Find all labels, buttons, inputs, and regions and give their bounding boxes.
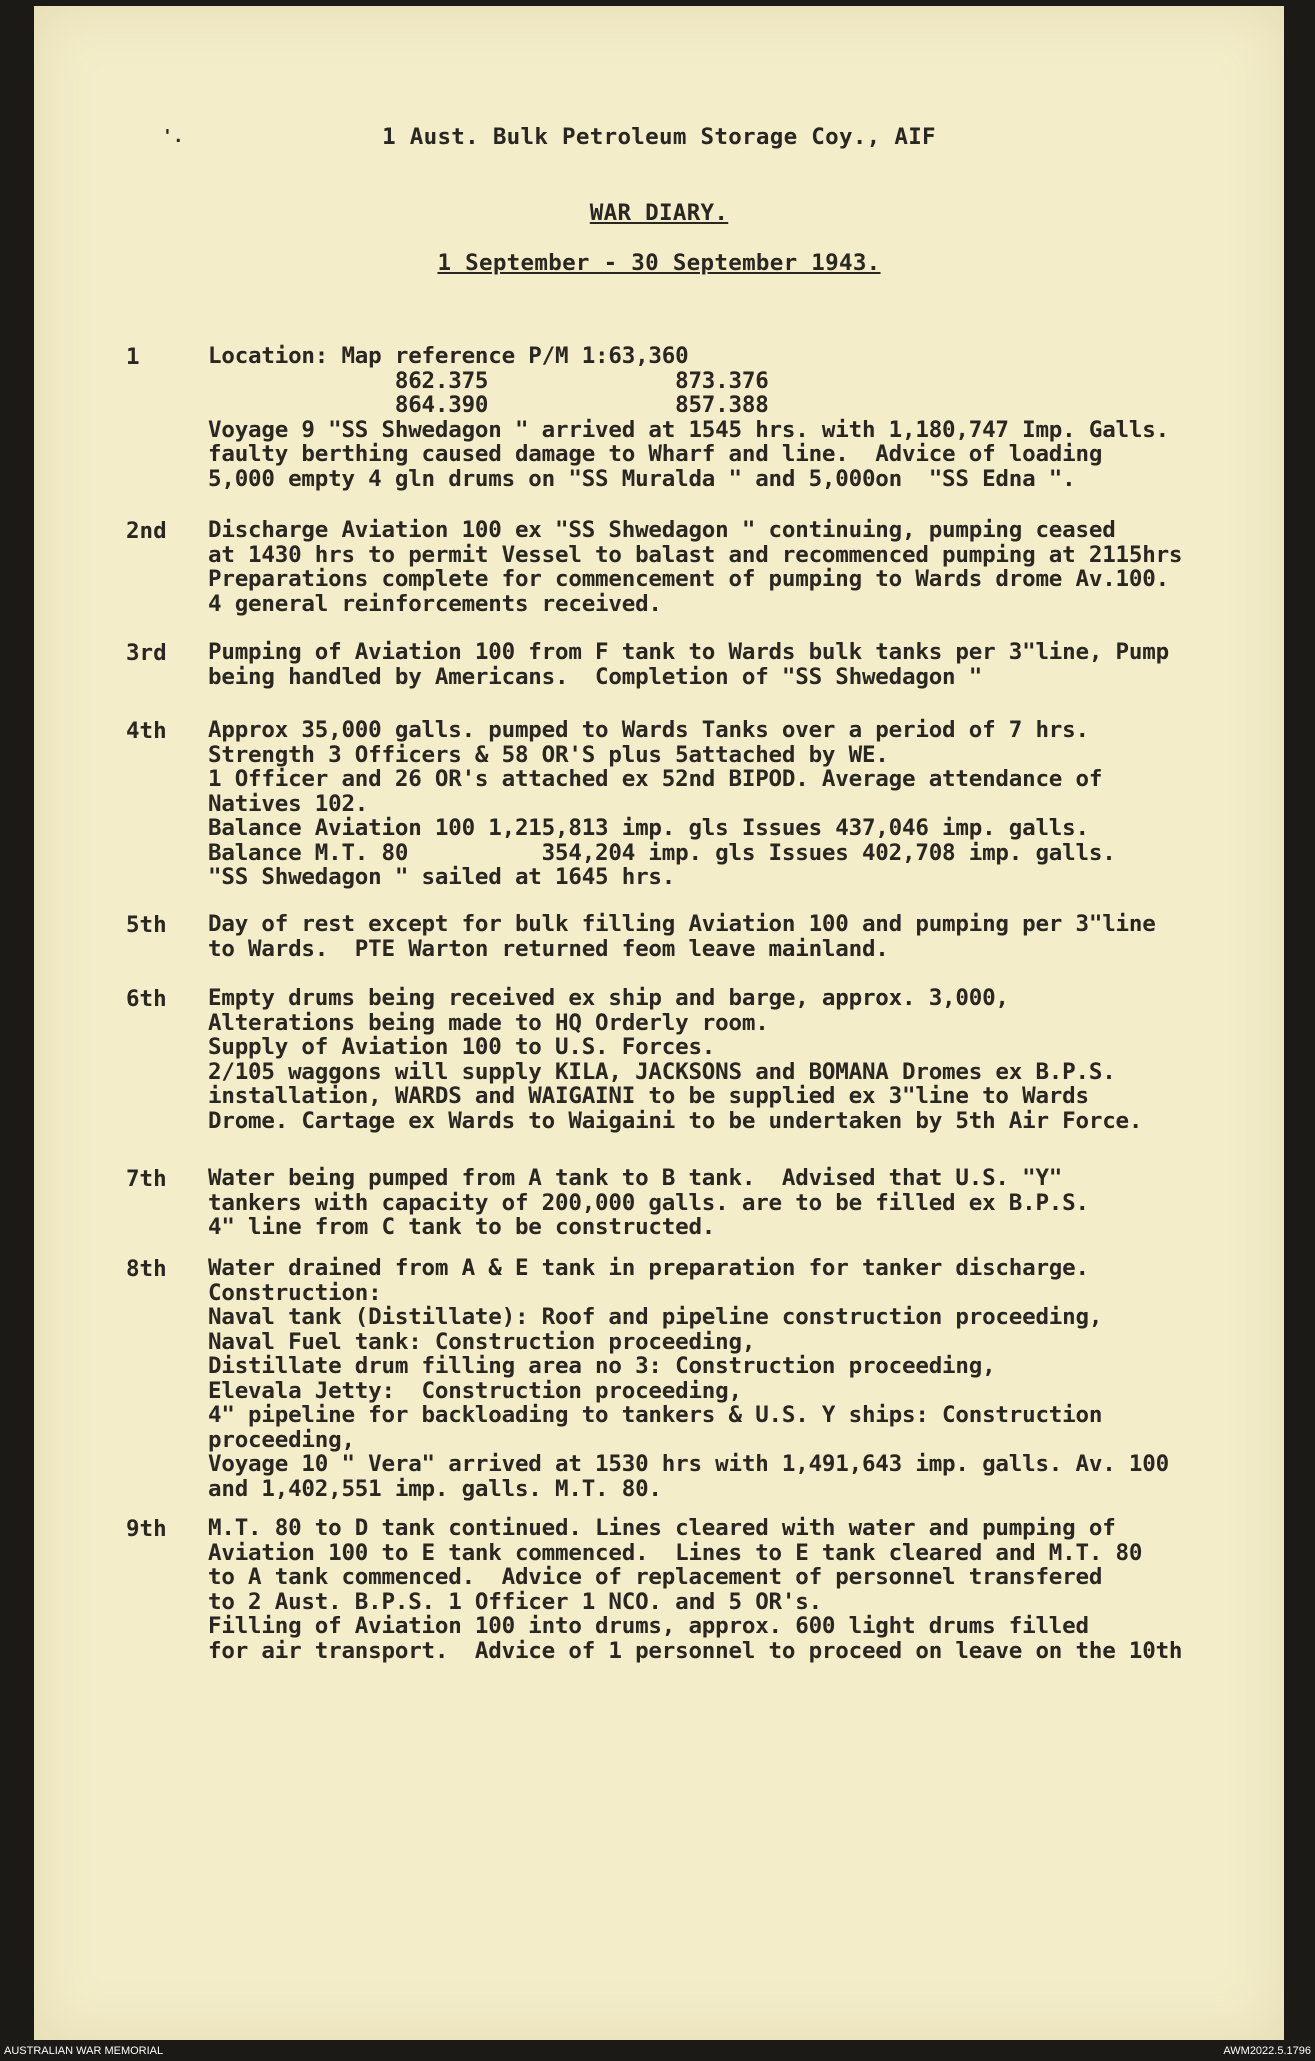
ink-mark: '. [162, 126, 184, 147]
entry-day: 2nd [126, 518, 167, 544]
entry-line: and 1,402,551 imp. galls. M.T. 80. [208, 1475, 662, 1502]
entry-line: Pumping of Aviation 100 from F tank to Wards bulk tanks per 3"line, Pump [208, 639, 1169, 665]
entry-line: Day of rest except for bulk filling Aviation 100 and pumping per 3"line [208, 911, 1156, 937]
entry-day: 6th [126, 986, 167, 1012]
unit-heading: 1 Aust. Bulk Petroleum Storage Coy., AIF [382, 124, 936, 150]
entry-line: 1 Officer and 26 OR's attached ex 52nd BIPOD. Average attendance of [208, 766, 1103, 792]
entry-line: faulty berthing caused damage to Wharf and line. Advice of loading [208, 441, 1103, 467]
entry-line: 862.375 873.376 [208, 367, 769, 394]
entry-line: Water being pumped from A tank to B tank. Advised that U.S. "Y" [208, 1165, 1063, 1191]
entry-line: Distillate drum filling area no 3: Construction proceeding, [208, 1353, 996, 1379]
entry-line: Location: Map reference P/M 1:63,360 [208, 343, 689, 369]
entry-line: Balance M.T. 80 354,204 imp. gls Issues 402,708 imp. galls. [208, 839, 1116, 866]
document-page [34, 6, 1284, 2040]
entry-line: Voyage 10 " Vera" arrived at 1530 hrs with 1,491,643 imp. galls. Av. 100 [208, 1451, 1169, 1477]
entry-day: 1 [126, 344, 140, 370]
entry-line: Alterations being made to HQ Orderly room. [208, 1009, 769, 1036]
entry-line: Discharge Aviation 100 ex "SS Shwedagon " continuing, pumping ceased [208, 517, 1116, 543]
entry-line: Approx 35,000 galls. pumped to Wards Tanks over a period of 7 hrs. [208, 717, 1089, 743]
entry-line: Construction: [208, 1279, 382, 1306]
footer-archive-name: AUSTRALIAN WAR MEMORIAL [4, 2045, 164, 2057]
entry-line: Filling of Aviation 100 into drums, approx. 600 light drums filled [208, 1613, 1089, 1639]
entry-day: 7th [126, 1166, 167, 1192]
entry-text [208, 1256, 1278, 1501]
entry-text [208, 640, 1278, 689]
entry-line: 4" pipeline for backloading to tankers & U.S. Y ships: Construction [208, 1402, 1103, 1428]
entry-line: to A tank commenced. Advice of replacement of personnel transfered [208, 1564, 1103, 1590]
entry-day: 9th [126, 1516, 167, 1542]
entry-line: Strength 3 Officers & 58 OR'S plus 5attached by WE. [208, 741, 889, 768]
document-title: WAR DIARY. [589, 200, 729, 226]
entry-line: Water drained from A & E tank in preparation for tanker discharge. [208, 1255, 1089, 1281]
document-period: 1 September - 30 September 1943. [437, 250, 881, 276]
entry-line: to Wards. PTE Warton returned feom leave mainland. [208, 935, 889, 962]
entry-line: Elevala Jetty: Construction proceeding, [208, 1377, 742, 1404]
entry-text [208, 912, 1278, 961]
entry-line: Supply of Aviation 100 to U.S. Forces. [208, 1034, 716, 1060]
entry-line: "SS Shwedagon " sailed at 1645 hrs. [208, 864, 676, 890]
entry-line: Naval tank (Distillate): Roof and pipeline construction proceeding, [208, 1304, 1103, 1330]
entry-line: Preparations complete for commencement of pumping to Wards drome Av.100. [208, 566, 1169, 592]
entry-line: M.T. 80 to D tank continued. Lines cleared with water and pumping of [208, 1515, 1116, 1541]
entry-line: 4" line from C tank to be constructed. [208, 1214, 716, 1240]
entry-line: Naval Fuel tank: Construction proceeding, [208, 1328, 756, 1355]
entry-text [208, 986, 1278, 1133]
entry-line: 4 general reinforcements received. [208, 590, 662, 617]
entry-line: proceeding, [208, 1426, 355, 1453]
entry-line: installation, WARDS and WAIGAINI to be supplied ex 3"line to Wards [208, 1083, 1089, 1109]
entry-text [208, 718, 1278, 890]
entry-day: 8th [126, 1256, 167, 1282]
entry-line: 864.390 857.388 [208, 392, 769, 418]
entry-line: being handled by Americans. Completion of "SS Shwedagon " [208, 663, 983, 690]
entry-line: Drome. Cartage ex Wards to Waigaini to be undertaken by 5th Air Force. [208, 1107, 1143, 1134]
entry-text [208, 344, 1278, 491]
entry-line: Empty drums being received ex ship and barge, approx. 3,000, [208, 985, 1009, 1011]
entry-day: 5th [126, 912, 167, 938]
entry-day: 4th [126, 718, 167, 744]
entry-text [208, 1516, 1278, 1663]
entry-line: Voyage 9 "SS Shwedagon " arrived at 1545 hrs. with 1,180,747 Imp. Galls. [208, 416, 1169, 443]
entry-line: Natives 102. [208, 790, 369, 817]
entry-line: to 2 Aust. B.P.S. 1 Officer 1 NCO. and 5 OR's. [208, 1588, 822, 1615]
entry-line: Aviation 100 to E tank commenced. Lines to E tank cleared and M.T. 80 [208, 1539, 1143, 1566]
entry-text [208, 518, 1278, 616]
entry-line: 2/105 waggons will supply KILA, JACKSONS and BOMANA Dromes ex B.P.S. [208, 1058, 1116, 1085]
footer-accession-number: AWM2022.5.1796 [1223, 2045, 1311, 2057]
entry-line: 5,000 empty 4 gln drums on "SS Muralda " and 5,000on "SS Edna ". [208, 465, 1076, 492]
entry-line: for air transport. Advice of 1 personnel to proceed on leave on the 10th [208, 1637, 1183, 1664]
entry-line: tankers with capacity of 200,000 galls. are to be filled ex B.P.S. [208, 1189, 1089, 1216]
entry-line: at 1430 hrs to permit Vessel to balast and recommenced pumping at 2115hrs [208, 541, 1183, 568]
entry-text [208, 1166, 1278, 1240]
entry-line: Balance Aviation 100 1,215,813 imp. gls Issues 437,046 imp. galls. [208, 815, 1089, 841]
entry-day: 3rd [126, 640, 167, 666]
